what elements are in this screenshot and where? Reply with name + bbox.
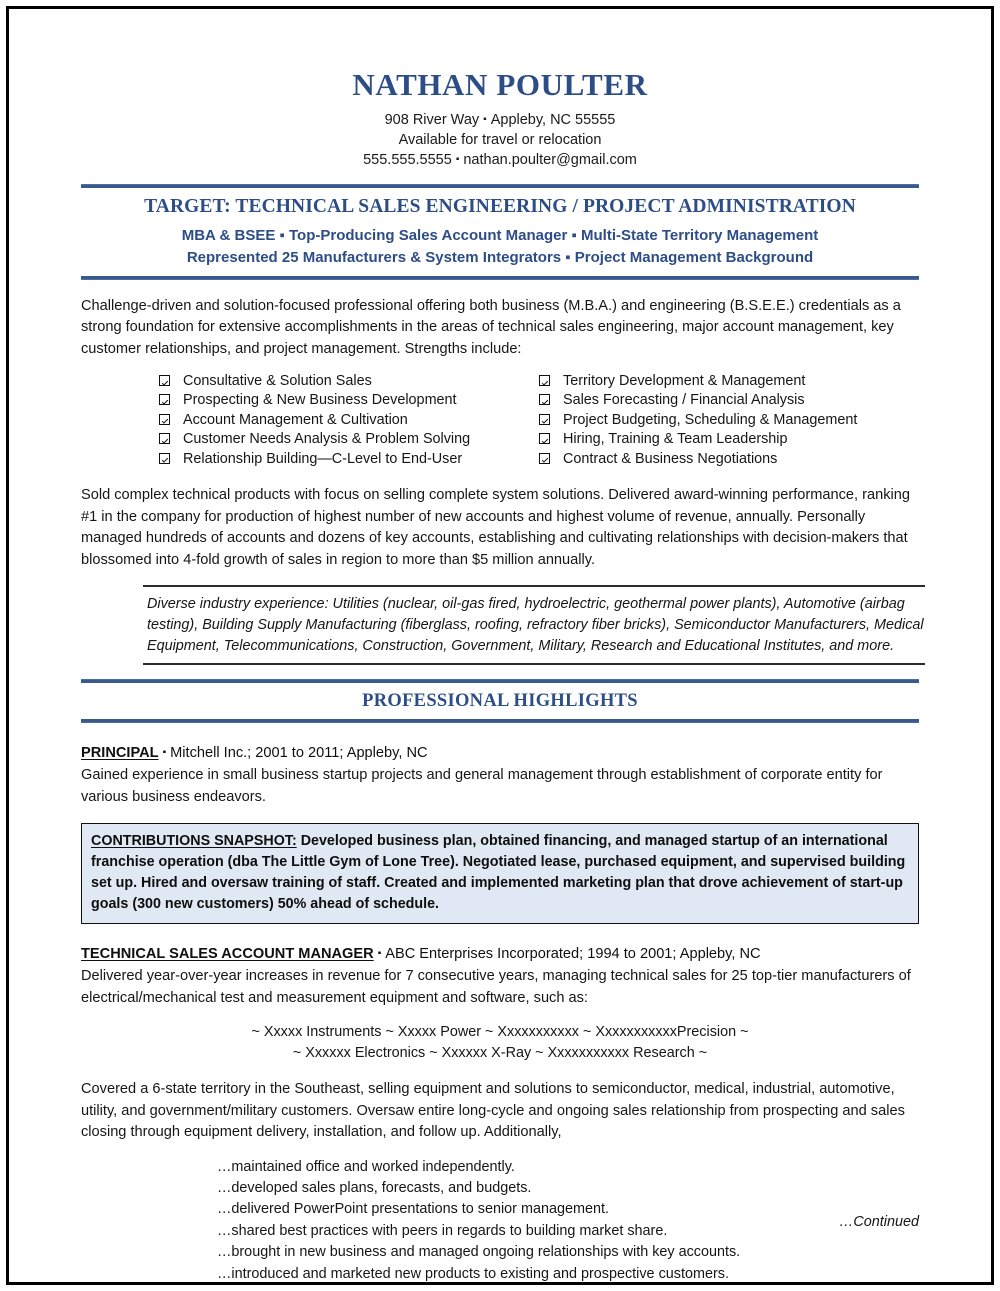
strength-item (539, 391, 919, 410)
separator-square-icon: ▪ (162, 747, 167, 759)
strength-label: Sales Forecasting / Financial Analysis (563, 392, 805, 409)
job-meta: Mitchell Inc.; 2001 to 2011; Appleby, NC (170, 745, 428, 762)
continued-footer: …Continued (839, 1214, 919, 1230)
brands-line-1: ~ Xxxxx Instruments ~ Xxxxx Power ~ Xxxxxxxxxxx ~ XxxxxxxxxxxPrecision ~ (251, 1024, 749, 1041)
strength-label: Territory Development & Management (563, 373, 806, 389)
checkbox-checked-icon (159, 453, 170, 464)
job-header (81, 944, 919, 964)
checkbox-checked-icon (159, 414, 170, 425)
industry-experience-box (143, 585, 925, 665)
job-description: Delivered year-over-year increases in revenue for 7 consecutive years, managing technical sales for 25 top-tier manufacturers of electrical/mechanical test and measurement equipment and software, such as: (81, 968, 911, 1006)
job-title: TECHNICAL SALES ACCOUNT MANAGER (81, 946, 374, 963)
strength-label: Contract & Business Negotiations (563, 450, 778, 467)
strength-item (159, 430, 539, 449)
checkbox-checked-icon (159, 433, 170, 444)
phone-email-line (81, 150, 919, 171)
divider-section-top (81, 679, 919, 683)
section-title-professional-highlights: PROFESSIONAL HIGHLIGHTS (362, 691, 638, 712)
checkbox-checked-icon (159, 375, 170, 386)
separator-square-icon: ▪ (455, 154, 460, 165)
target-title: TARGET: TECHNICAL SALES ENGINEERING / PROJECT ADMINISTRATION (144, 195, 856, 217)
checkbox-checked-icon (539, 433, 550, 444)
list-item: …brought in new business and managed ongoing relationships with key accounts. (217, 1244, 741, 1261)
industry-experience-text: Diverse industry experience: Utilities (nuclear, oil-gas fired, hydroelectric, geothermal power plants), Automotive (airbag testing), Building Supply Manufacturing (fiberglass, roofing, refractory fiber bricks), Semiconductor Manufacturers, Medical Equipment, Telecommunications, Construction, Government, Military, Research and Educational Institutes, and more. (147, 596, 924, 655)
checkbox-checked-icon (539, 453, 550, 464)
manufacturer-brands-list (81, 1022, 919, 1063)
target-subline-1: MBA & BSEE ▪ Top-Producing Sales Account Manager ▪ Multi-State Territory Management (181, 226, 819, 244)
strengths-columns (81, 372, 919, 469)
checkbox-checked-icon (539, 375, 550, 386)
resume-header (81, 67, 919, 171)
brands-line-2: ~ Xxxxxx Electronics ~ Xxxxxx X-Ray ~ Xxxxxxxxxxx Research ~ (292, 1044, 708, 1061)
resume-page (9, 9, 991, 1282)
job-header (81, 743, 919, 763)
list-item: …shared best practices with peers in regards to building market share. (217, 1222, 668, 1239)
phone-number: 555.555.5555 (363, 152, 452, 168)
target-subline-2: Represented 25 Manufacturers & System Integrators ▪ Project Management Background (186, 248, 814, 266)
strength-label: Account Management & Cultivation (183, 411, 408, 428)
list-item: …maintained office and worked independently. (217, 1158, 515, 1175)
divider-section-bottom (81, 719, 919, 723)
strength-item (539, 411, 919, 430)
contributions-snapshot-body: Developed business plan, obtained financing, and managed startup of an international franchise operation (dba The Little Gym of Lone Tree). Negotiated lease, purchased equipment, and supervised building set up. Hired and oversaw training of staff. Created and implemented marketing plan that drove achievement of start-up goals (300 new customers) 50% ahead of schedule. (91, 833, 906, 913)
divider-top (81, 184, 919, 188)
strength-item (539, 372, 919, 391)
strength-label: Consultative & Solution Sales (183, 373, 372, 389)
strength-item (539, 450, 919, 469)
job-description: Gained experience in small business startup projects and general management through establishment of corporate entity for various business endeavors. (81, 767, 883, 805)
candidate-name: NATHAN POULTER (352, 67, 648, 102)
checkbox-checked-icon (159, 394, 170, 405)
job-title: PRINCIPAL (81, 745, 159, 762)
resume-page-frame (6, 6, 994, 1285)
territory-paragraph: Covered a 6-state territory in the Southeast, selling equipment and solutions to semiconductor, medical, industrial, automotive, utility, and government/military customers. Oversaw entire long-cycle and ongoing sales relationship from prospecting and sales closing through equipment delivery, installation, and follow up. Additionally, (81, 1081, 905, 1141)
strengths-column-left (159, 372, 539, 469)
strength-item (159, 411, 539, 430)
contributions-snapshot-box (81, 823, 919, 924)
professional-highlights-section (81, 679, 919, 723)
address-line (81, 110, 919, 131)
strength-item (159, 372, 539, 391)
contributions-snapshot-label: CONTRIBUTIONS SNAPSHOT: (91, 833, 297, 850)
list-item: …developed sales plans, forecasts, and budgets. (217, 1179, 532, 1196)
divider-target-bottom (81, 276, 919, 280)
strength-label: Project Budgeting, Scheduling & Management (563, 411, 858, 428)
city-state-zip: Appleby, NC 55555 (490, 112, 616, 128)
strength-item (159, 450, 539, 469)
email-address[interactable]: nathan.poulter@gmail.com (463, 152, 637, 168)
summary-paragraph: Challenge-driven and solution-focused professional offering both business (M.B.A.) and engineering (B.S.E.E.) credentials as a strong foundation for extensive accomplishments in the areas of technical sales engineering, major account management, key customer relationships, and project management. Strengths include: (81, 297, 901, 357)
achievements-paragraph: Sold complex technical products with focus on selling complete system solutions. Delivered award-winning performance, ranking #1 in the company for production of highest number of new accounts and highest volume of revenue, annually. Personally managed hundreds of accounts and dozens of key accounts, establishing and cultivating relationships with decision-makers that blossomed into 4-fold growth of sales in region to more than $5 million annually. (81, 487, 911, 568)
list-item: …delivered PowerPoint presentations to senior management. (217, 1201, 609, 1218)
separator-square-icon: ▪ (377, 948, 382, 960)
strength-label: Prospecting & New Business Development (183, 392, 457, 409)
strength-item (539, 430, 919, 449)
list-item: …introduced and marketed new products to existing and prospective customers. (217, 1265, 729, 1282)
strength-label: Hiring, Training & Team Leadership (563, 431, 788, 448)
strength-label: Relationship Building—C-Level to End-User (183, 450, 463, 467)
job-meta: ABC Enterprises Incorporated; 1994 to 2001; Appleby, NC (385, 946, 761, 963)
strengths-column-right (539, 372, 919, 469)
responsibility-list (81, 1157, 919, 1285)
street-address: 908 River Way (384, 112, 480, 128)
job-entry-technical-sales-account-manager (81, 944, 919, 1285)
checkbox-checked-icon (539, 394, 550, 405)
checkbox-checked-icon (539, 414, 550, 425)
separator-square-icon: ▪ (483, 114, 487, 125)
strength-item (159, 391, 539, 410)
availability-line: Available for travel or relocation (398, 131, 602, 148)
target-block (81, 196, 919, 269)
contributions-snapshot-text (91, 831, 909, 915)
strength-label: Customer Needs Analysis & Problem Solving (183, 431, 471, 448)
job-entry-principal (81, 743, 919, 924)
